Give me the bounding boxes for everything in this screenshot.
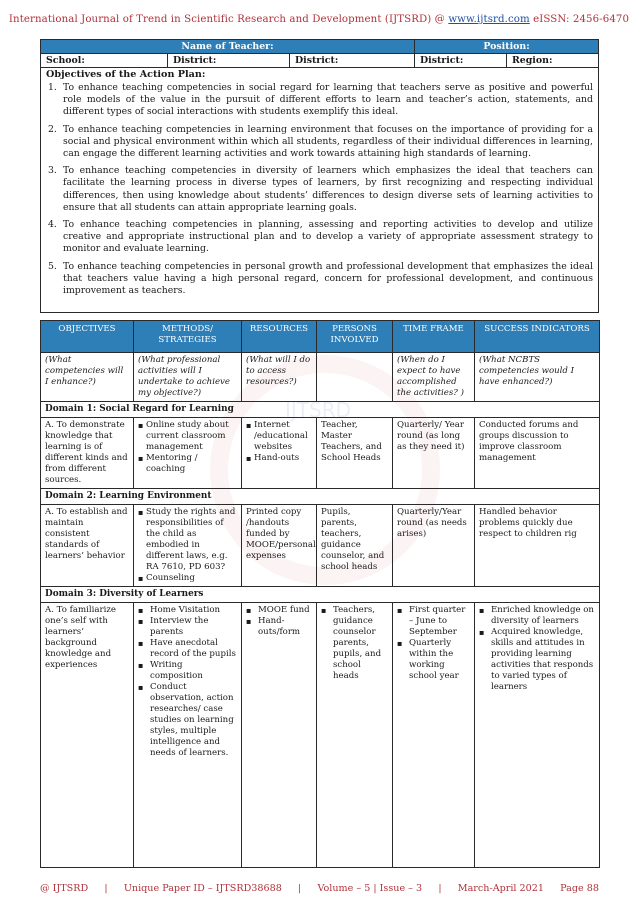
objective-item: 1. To enhance teaching competencies in social regard for learning that teachers serve as positive and powerful role models of the value in the pursuit of different efforts to learn and teacher’s action, statements, and different types of social interactions with students exemplify this ideal.	[48, 82, 593, 118]
method-item: ▪ Have anecdotal record of the pupils	[138, 638, 237, 660]
success-item: ▪ Acquired knowledge, skills and attitudes in providing learning activities that responds to varied types of learners	[479, 627, 595, 693]
person-item: ▪ Teachers, guidance counselor parents, pupils, and school heads	[321, 605, 388, 682]
method-item: ▪ Interview the parents	[138, 616, 237, 638]
guide-cell: (What competencies will I enhance?)	[41, 353, 134, 402]
resource-item: ▪ Hand-outs/form	[246, 616, 312, 638]
plan-header-row	[41, 321, 600, 353]
district-label-1: District:	[168, 54, 290, 68]
resources-cell	[242, 418, 317, 489]
journal-title: International Journal of Trend in Scientific Research and Development (IJTSRD) @	[8, 14, 449, 25]
success-cell: Handled behavior problems quickly due respect to children rig	[475, 505, 600, 587]
domain-3-title: Domain 3: Diversity of Learners	[41, 587, 600, 603]
header-persons: PERSONS INVOLVED	[317, 321, 393, 353]
persons-cell: Teacher, Master Teachers, and School Heads	[317, 418, 393, 489]
name-of-teacher-label: Name of Teacher:	[41, 40, 415, 54]
method-item: ▪ Counseling	[138, 573, 237, 584]
time-cell: Quarterly/Year round (as needs arises)	[393, 505, 475, 587]
method-item: ▪ Online study about current classroom management	[138, 420, 237, 453]
footer-paper-id: Unique Paper ID – IJTSRD38688	[123, 883, 282, 894]
method-item: ▪ Mentoring / coaching	[138, 453, 237, 475]
resource-item: ▪ Hand-outs	[246, 453, 312, 464]
guide-cell: (What professional activities will I undertake to achieve my objective?)	[134, 353, 242, 402]
domain-2-title: Domain 2: Learning Environment	[41, 489, 600, 505]
objective-item: 5. To enhance teaching competencies in personal growth and professional development that emphasizes the ideal that teachers value having a high personal regard, concern for professional development, and continuous improvement as teachers.	[48, 260, 593, 297]
objective-item: 2. To enhance teaching competencies in learning environment that focuses on the importance of providing for a social and physical environment within which all students, regardless of their individual differences in learning, can engage the different learning activities and work towards attaining high standards of learning.	[48, 123, 593, 160]
guide-cell	[317, 353, 393, 402]
objectives-title: Objectives of the Action Plan:	[46, 69, 206, 80]
time-cell: Quarterly/ Year round (as long as they need it)	[393, 418, 475, 489]
time-cell	[393, 603, 475, 868]
footer-volume: Volume – 5 | Issue – 3	[317, 883, 423, 894]
time-item: ▪ Quarterly within the working school year	[397, 638, 470, 682]
guide-row	[41, 353, 600, 402]
header-resources: RESOURCES	[242, 321, 317, 353]
objective-cell: A. To familiarize one’s self with learners’ background knowledge and experiences	[41, 603, 134, 868]
guide-cell: (When do I expect to have accomplished the activities? )	[393, 353, 475, 402]
objectives-section	[41, 68, 599, 313]
footer-journal: @ IJTSRD	[40, 883, 89, 894]
position-label: Position:	[415, 40, 599, 54]
footer-page-number: Page 88	[560, 883, 599, 894]
footer-separator: |	[104, 883, 108, 894]
method-item: ▪ Writing composition	[138, 660, 237, 682]
domain-2-row	[41, 505, 600, 587]
persons-cell: Pupils, parents, teachers, guidance counselor, and school heads	[317, 505, 393, 587]
region-label: Region:	[507, 54, 599, 68]
resources-cell	[242, 603, 317, 868]
district-label-3: District:	[415, 54, 507, 68]
methods-cell	[134, 418, 242, 489]
header-objectives: OBJECTIVES	[41, 321, 134, 353]
domain-3-row	[41, 603, 600, 868]
guide-cell: (What will I do to access resources?)	[242, 353, 317, 402]
page-footer	[40, 883, 599, 894]
journal-header	[0, 14, 638, 25]
methods-cell	[134, 505, 242, 587]
footer-separator: |	[298, 883, 302, 894]
domain-1-title: Domain 1: Social Regard for Learning	[41, 402, 600, 418]
teacher-info-table	[40, 39, 599, 313]
header-success: SUCCESS INDICATORS	[475, 321, 600, 353]
objective-item: 3. To enhance teaching competencies in diversity of learners which emphasizes the ideal that teachers can facilitate the learning process in diverse types of learners, by first recognizing and respecting individual differences, then using knowledge about students’ differences to design diverse sets of learning activities to ensure that all students can attain appropriate learning goals.	[48, 165, 593, 213]
method-item: ▪ Home Visitation	[138, 605, 237, 616]
journal-website-link[interactable]: www.ijtsrd.com	[448, 14, 530, 25]
header-time-frame: TIME FRAME	[393, 321, 475, 353]
resource-item: ▪ MOOE fund	[246, 605, 312, 616]
persons-cell	[317, 603, 393, 868]
method-item: ▪ Conduct observation, action researches/ case studies on learning styles, multiple intelligence and needs of learners.	[138, 682, 237, 759]
success-cell	[475, 603, 600, 868]
objective-item: 4. To enhance teaching competencies in planning, assessing and reporting activities to develop and utilize creative and appropriate instructional plan and to develop a variety of appropriate assessment strategy to monitor and evaluate learning.	[48, 219, 593, 255]
time-item: ▪ First quarter – June to September	[397, 605, 470, 638]
school-label: School:	[41, 54, 168, 68]
header-methods: METHODS/ STRATEGIES	[134, 321, 242, 353]
footer-separator: |	[438, 883, 442, 894]
objective-cell: A. To establish and maintain consistent standards of learners’ behavior	[41, 505, 134, 587]
objectives-list	[46, 82, 593, 297]
domain-1-row	[41, 418, 600, 489]
district-label-2: District:	[290, 54, 415, 68]
journal-issn: eISSN: 2456-6470	[529, 14, 630, 25]
guide-cell: (What NCBTS competencies would I have enhanced?)	[475, 353, 600, 402]
success-item: ▪ Enriched knowledge on diversity of learners	[479, 605, 595, 627]
watermark-text: IJTSRD	[285, 398, 352, 422]
action-plan-table	[40, 320, 600, 868]
objective-cell: A. To demonstrate knowledge that learning is of different kinds and from different sources.	[41, 418, 134, 489]
methods-cell	[134, 603, 242, 868]
success-cell: Conducted forums and groups discussion to improve classroom management	[475, 418, 600, 489]
footer-date: March-April 2021	[457, 883, 544, 894]
resource-item: ▪ Internet /educational websites	[246, 420, 312, 453]
resources-cell: Printed copy /handouts funded by MOOE/personal expenses	[242, 505, 317, 587]
method-item: ▪ Study the rights and responsibilities of the child as embodied in different laws, e.g. RA 7610, PD 603?	[138, 507, 237, 573]
